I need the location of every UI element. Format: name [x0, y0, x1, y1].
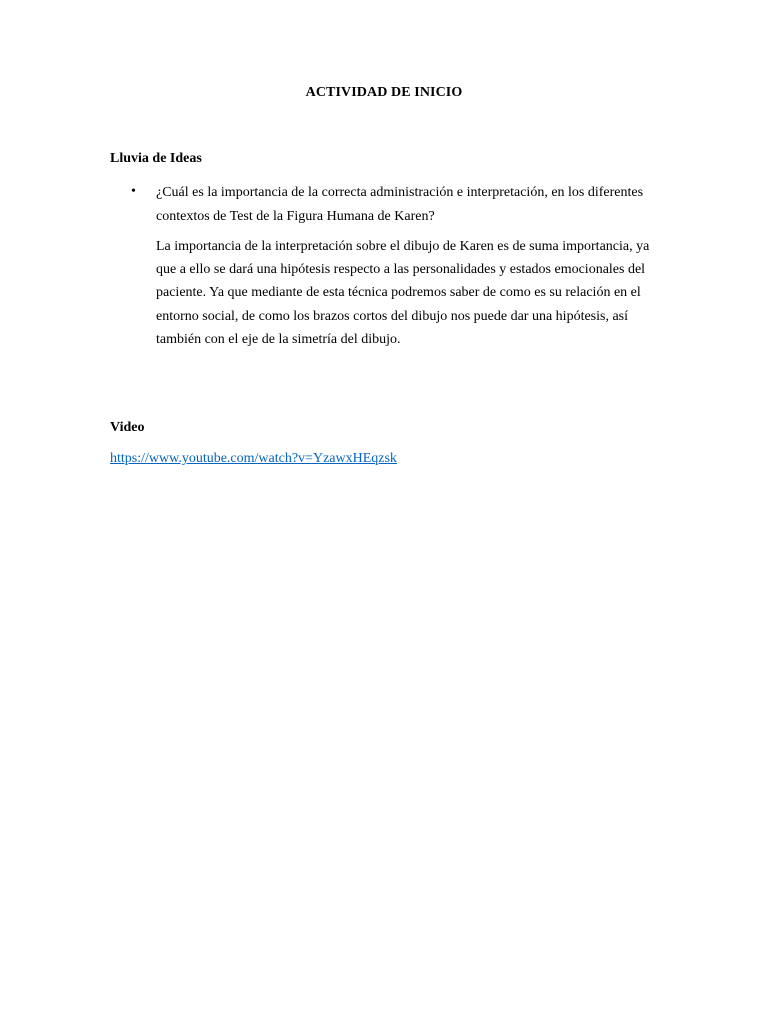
section-heading-lluvia-de-ideas: Lluvia de Ideas	[110, 151, 202, 166]
video-link[interactable]: https://www.youtube.com/watch?v=YzawxHEqzsk	[110, 451, 397, 466]
bullet-icon: •	[131, 184, 136, 199]
page-title: ACTIVIDAD DE INICIO	[305, 85, 463, 100]
bullet-question: ¿Cuál es la importancia de la correcta administración e interpretación, en los diferentes contextos de Test de la Figura Humana de Karen?	[156, 185, 644, 224]
answer-paragraph: La importancia de la interpretación sobre el dibujo de Karen es de suma importancia, ya que a ello se dará una hipótesis respecto a las personalidades y estados emocionales del paciente. Ya que mediante de esta técnica podremos saber de como es su relación en el entorno social, de como los brazos cortos del dibujo nos puede dar una hipótesis, así también con el eje de la simetría del dibujo.	[156, 239, 650, 347]
section-heading-video: Video	[110, 420, 145, 435]
